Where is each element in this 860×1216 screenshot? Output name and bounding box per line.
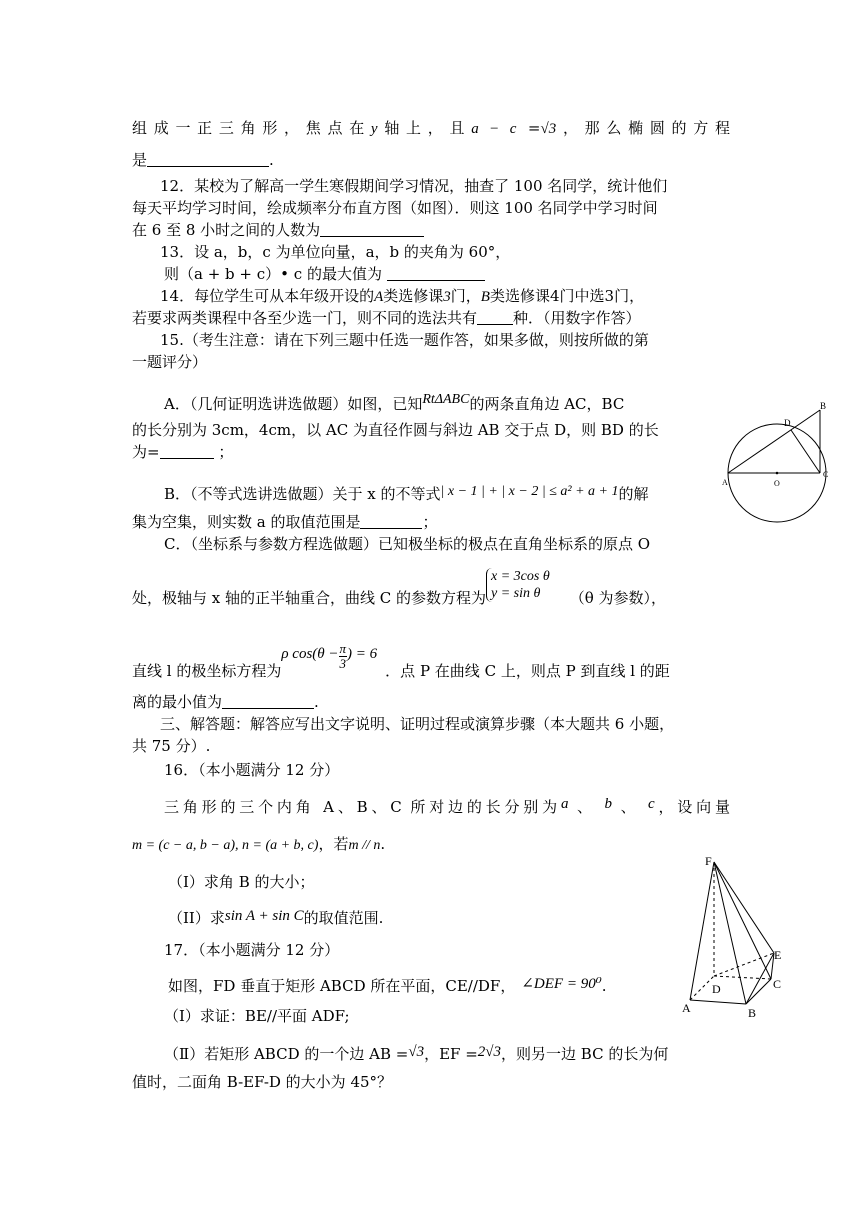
q15c-line4: 离的最小值为 . — [132, 693, 319, 711]
edge-dc — [714, 976, 771, 979]
label-b: B — [820, 401, 827, 411]
section3-line1: 三、解答题：解答应写出文字说明、证明过程或演算步骤（本大题共 6 小题， — [160, 715, 675, 733]
edge-de — [714, 953, 774, 976]
label-b: B — [748, 1006, 757, 1020]
label-f: F — [705, 854, 712, 868]
q15c-answer-blank — [222, 692, 314, 709]
q16-header: 16．（本小题满分 12 分） — [164, 761, 340, 779]
q12-line2: 每天平均学习时间，绘成频率分布直方图（如图）．则这 100 名同学中学习时间 — [132, 199, 658, 217]
edge-ab — [690, 1000, 746, 1004]
vector-definitions: m = (c − a, b − a), n = (a + b, c) — [132, 838, 319, 853]
q16-part1: （I）求角 B 的大小； — [168, 873, 315, 891]
q15c-line2: 处，极轴与 x 轴的正半轴重合，曲线 C 的参数方程为 x = 3cos θ y = sin θ （θ 为参数）， — [132, 569, 667, 607]
q12-answer-blank — [320, 220, 424, 237]
label-o: O — [774, 479, 780, 488]
q17-part2: （Ⅱ）若矩形 ABCD 的一个边 AB =√3，EF =2√3，则另一边 BC 的长为何 — [164, 1044, 669, 1063]
edge-fc — [714, 862, 771, 979]
q16-line2: m = (c − a, b − a), n = (a + b, c)，若m // n. — [132, 835, 386, 853]
q17-part1: （Ⅰ）求证：BE//平面 ADF; — [164, 1007, 350, 1025]
q17-line3: 值时，二面角 B-EF-D 的大小为 45°？ — [132, 1073, 393, 1091]
q17-line1: 如图，FD 垂直于矩形 ABCD 所在平面，CE//DF， ∠DEF = 90⁰. — [168, 976, 607, 995]
q16-part2: （II）求sin A + sin C的取值范围. — [168, 908, 384, 927]
q15a-line2: 的长分别为 3cm，4cm，以 AC 为直径作圆与斜边 AB 交于点 D，则 BD 的长 — [132, 421, 659, 439]
q11-answer-blank — [147, 150, 269, 167]
q13-line1: 13．设 a，b，c 为单位向量，a，b 的夹角为 60°， — [160, 243, 511, 261]
q13-line2: 则（a + b + c）• c 的最大值为 — [164, 264, 485, 284]
q16-line1: 三角形的三个内角 A、B、C 所对边的长分别为a 、 b 、 c，设向量 — [164, 796, 730, 816]
q15b-line1: B．（不等式选讲选做题）关于 x 的不等式| x − 1 | + | x − 2 | ≤ a² + a + 1的解 — [164, 484, 649, 503]
label-d: D — [712, 982, 721, 996]
q15a-line3: 为= ； — [132, 443, 234, 461]
q15-line1: 15.（考生注意：请在下列三题中任选一题作答，如果多做，则按所做的第 — [160, 331, 649, 349]
q11-line1: 组成一正三角形，焦点在y轴上，且a − c =√3，那么椭圆的方程 — [132, 119, 730, 137]
segment-cd — [791, 430, 820, 473]
q12-line3: 在 6 至 8 小时之间的人数为 — [132, 220, 424, 240]
pi-over-three: $\frac{\pi}{3}$ — [339, 641, 347, 671]
circle-triangle-figure — [722, 396, 836, 550]
q14-line2: 若要求两类课程中各至少选一门，则不同的选法共有 种．（用数字作答） — [132, 309, 641, 327]
q17-header: 17．（本小题满分 12 分） — [164, 941, 340, 959]
q15a-line1: A．（几何证明选讲选做题）如图，已知RtΔABC的两条直角边 AC，BC — [164, 392, 625, 413]
label-a: A — [722, 478, 728, 487]
q14-answer-blank — [477, 308, 513, 325]
center-point — [776, 472, 779, 475]
label-c: C — [773, 977, 782, 991]
q15b-answer-blank — [360, 512, 422, 529]
param-equation-system: x = 3cos θ y = sin θ — [486, 568, 550, 602]
label-a: A — [682, 1001, 691, 1015]
edge-fe — [714, 862, 774, 953]
edge-bc — [746, 979, 771, 1004]
q15c-line3: 直线 l 的极坐标方程为ρ cos(θ − $\frac{\pi}{3}$ ) = 6．点 P 在曲线 C 上，则点 P 到直线 l 的距 — [132, 641, 670, 680]
pyramid-figure — [678, 850, 794, 1022]
label-d: D — [784, 418, 791, 428]
q15-line2: 一题评分） — [132, 353, 208, 371]
q12-line1: 12．某校为了解高一学生寒假期间学习情况，抽查了 100 名同学，统计他们 — [160, 177, 668, 195]
q11-line2: 是 . — [132, 151, 274, 169]
label-c: C — [823, 470, 829, 479]
q15c-line1: C．（坐标系与参数方程选做题）已知极坐标的极点在直角坐标系的原点 O — [164, 535, 651, 553]
edge-fa — [690, 862, 714, 1000]
section3-line2: 共 75 分）. — [132, 737, 211, 755]
q13-answer-blank — [387, 264, 485, 281]
q14-line1: 14．每位学生可从本年级开设的A类选修课3门，B类选修课4门中选3门， — [160, 287, 645, 305]
q15b-line2: 集为空集，则实数 a 的取值范围是 ； — [132, 513, 438, 531]
label-e: E — [774, 948, 782, 962]
q15a-answer-blank — [160, 442, 214, 459]
segment-ab — [728, 410, 820, 473]
